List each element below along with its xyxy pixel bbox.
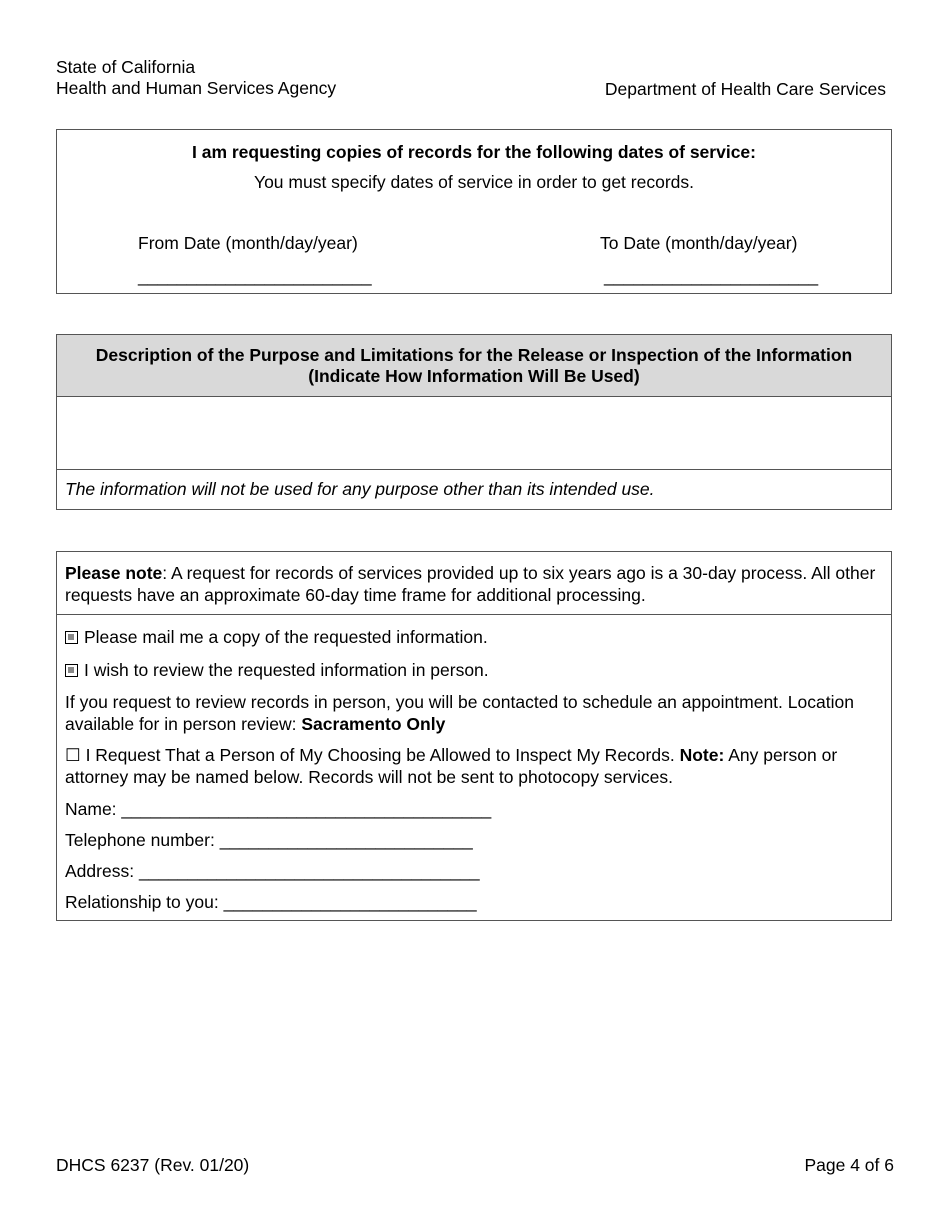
person-option (65, 744, 883, 788)
name-label: Name: (65, 799, 122, 819)
to-date-label: To Date (month/day/year) (600, 233, 798, 253)
name-row (65, 798, 883, 820)
relationship-label: Relationship to you: (65, 892, 224, 912)
to-date-field[interactable]: ______________________ (604, 266, 819, 286)
dates-subtitle: You must specify dates of service in order to get records. (254, 172, 694, 192)
agency-name: Health and Human Services Agency (56, 78, 337, 98)
mail-option[interactable] (65, 626, 883, 648)
review-info-text: If you request to review records in person, you will be contacted to schedule an appointment. Location available for in person review: (65, 692, 854, 734)
phone-field[interactable]: __________________________ (219, 830, 473, 850)
note-box (56, 551, 892, 921)
relationship-row (65, 891, 883, 913)
review-checkbox[interactable] (65, 664, 78, 677)
mail-checkbox[interactable] (65, 631, 78, 644)
name-field[interactable]: ______________________________________ (121, 799, 492, 819)
purpose-footer-text: The information will not be used for any purpose other than its intended use. (65, 479, 655, 499)
address-row (65, 860, 883, 882)
address-label: Address: (65, 861, 139, 881)
review-option-label: I wish to review the requested information in person. (84, 660, 489, 680)
purpose-box (56, 334, 892, 510)
note-label: Please note (65, 563, 163, 583)
please-note (65, 562, 883, 606)
person-note-text: Any person or attorney may be named below. Records will not be sent to photocopy services. (65, 745, 838, 787)
purpose-heading-line1: Description of the Purpose and Limitations for the Release or Inspection of the Information (95, 345, 853, 365)
review-info (65, 691, 883, 735)
from-date-field[interactable]: ________________________ (138, 266, 372, 286)
address-field[interactable]: ___________________________________ (138, 861, 480, 881)
form-id: DHCS 6237 (Rev. 01/20) (56, 1155, 250, 1175)
phone-row (65, 829, 883, 851)
dates-title: I am requesting copies of records for the following dates of service: (191, 142, 756, 162)
purpose-description-field[interactable] (57, 397, 891, 470)
relationship-field[interactable]: __________________________ (223, 892, 477, 912)
page-number: Page 4 of 6 (804, 1155, 894, 1175)
phone-label: Telephone number: (65, 830, 220, 850)
divider (57, 614, 891, 615)
note-text: : A request for records of services provided up to six years ago is a 30-day process. All other requests have an approximate 60-day time frame for additional processing. (65, 563, 876, 605)
department-name: Department of Health Care Services (604, 79, 886, 99)
review-option[interactable] (65, 659, 883, 681)
from-date-label: From Date (month/day/year) (138, 233, 358, 253)
person-checkbox[interactable]: ☐ (65, 745, 81, 765)
person-note-label: Note: (679, 745, 725, 765)
agency-header (56, 57, 336, 99)
review-location: Sacramento Only (301, 714, 446, 734)
purpose-heading-line2: (Indicate How Information Will Be Used) (308, 366, 640, 386)
dates-of-service-box (56, 129, 892, 294)
mail-option-label: Please mail me a copy of the requested information. (84, 627, 488, 647)
purpose-heading (57, 335, 891, 397)
person-request-text: I Request That a Person of My Choosing be Allowed to Inspect My Records. (80, 745, 680, 765)
state-name: State of California (56, 57, 196, 77)
